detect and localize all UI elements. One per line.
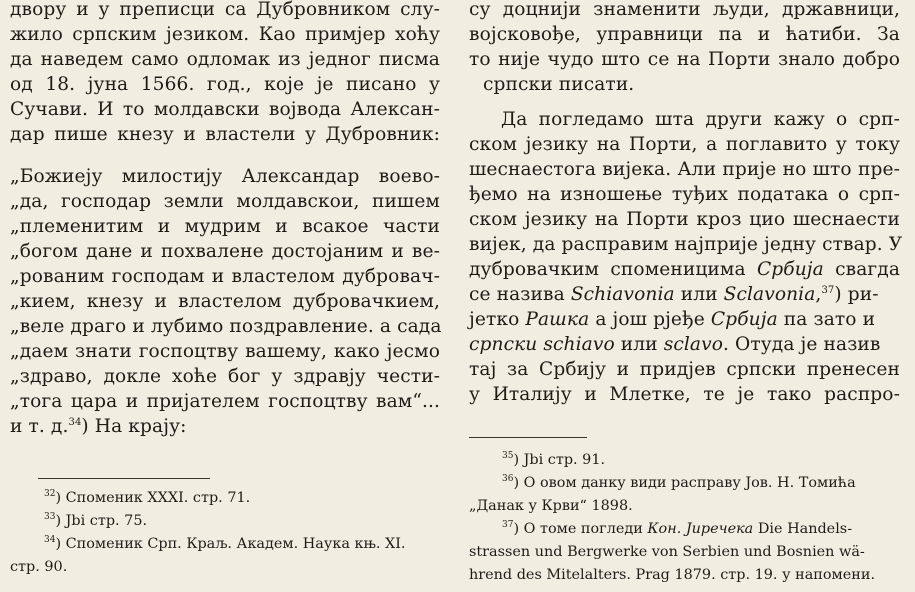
quote-line: „даем знати госпоцтву вашему, како јесмо [10,341,440,362]
body-line [469,282,900,307]
footnote-ref: 34 [68,417,82,428]
italic-term: Sclavonia [723,284,816,305]
body-line: у Италију и Млетке, те је тако распро- [469,384,900,405]
footnote-divider [38,478,210,479]
italic-term: Србија [756,259,824,280]
footnote-35 [502,450,900,470]
body-line: вијек, да расправим најприје једну ствар. У [469,234,903,255]
body-line: шеснаестога вијека. Али прије но што пре- [469,159,900,180]
footnote-37-cont: strassen und Bergwerke von Serbien und Bosnien wä- [469,544,865,560]
footnote-text: ) О овом данку види расправу Јов. Н. Томића [513,475,856,491]
italic-term: Schiavonia [570,284,675,305]
footnote-ref: 37 [821,285,835,296]
footnote-37 [502,519,900,539]
body-line [469,257,900,282]
body-line: двору и у преписци са Дубровником слу- [10,0,440,20]
text-run: па зато и [783,309,876,330]
body-line: то није чудо што се на Порти знало добро [469,49,900,70]
text-run: а још рјеђе [595,309,705,330]
body-line: тај за Србију и придјев српски пренесен [469,359,900,380]
footnote-text: ) Споменик Срп. Краљ. Академ. Наука књ. XI. [55,536,406,552]
footnote-number: 36 [502,474,514,484]
footnote-36 [502,473,900,493]
body-line: војсковође, управници па и ћатиби. За [469,24,900,45]
body-line: ском језику на Порти кроз цио шеснаести [469,209,900,230]
text-run: или [620,334,658,355]
text-run: или [680,284,718,305]
text-run: јетко [469,309,520,330]
body-line [469,332,900,357]
quote-line: „рованим господам и властелом дубровач- [10,266,440,287]
author-name: Кон. Јиречека [647,521,754,537]
body-line: ском језику на Порти, а поглавито у току [469,134,900,155]
footnote-33 [44,511,440,531]
quote-line: „племенитим и мудрим и всакое части [10,216,440,237]
italic-term: Рашка [525,309,590,330]
body-line: ђемо на изношење туђих података о срп- [469,184,900,205]
body-line: жило српским језиком. Као примјер хоћу [10,24,440,45]
quote-line: „кием, кнезу и властелом дубровачкием, [10,291,440,312]
footnote-32 [44,488,440,508]
footnote-text: Die Handels- [757,521,853,537]
body-line: Сучави. И то молдавски војвода Алексан- [10,99,440,120]
body-line: дар пише кнезу и властели у Дубровник: [10,124,440,145]
footnote-text: ) Jbi стр. 75. [55,513,148,529]
text-run: ) ри- [834,284,879,305]
end-text: ) На крају: [81,416,187,437]
footnote-37-cont: hrend des Mitelalters. Prag 1879. стр. 19. у напомени. [469,567,876,583]
footnote-number: 33 [44,512,56,522]
quote-line: „да, господар земли молдавскои, пишем [10,191,440,212]
footnote-number: 34 [44,535,56,545]
italic-term: sclavo [663,334,723,355]
body-line [469,307,900,332]
footnote-36-cont: „Данак у Крви“ 1898. [469,498,633,514]
italic-term: српски schiavo [469,334,615,355]
body-line: српски писати. [483,74,635,95]
quote-line: „веле драго и лубимо поздравление. а сада [10,316,442,337]
text-run: се назива [469,284,565,305]
body-line: да наведем само одломак из једног писма [10,49,440,70]
footnote-number: 35 [502,451,514,461]
footnote-text: ) Споменик XXXI. стр. 71. [55,490,251,506]
footnote-34-cont: стр. 90. [10,559,68,575]
footnote-number: 32 [44,489,56,499]
italic-term: Србија [710,309,778,330]
quote-line: „тога цара и пријателем госпоцтву вам“... [10,391,440,412]
paragraph-start: Да погледамо шта други кажу о срп- [501,109,900,130]
body-line: су доцнији знаменити људи, државници, [469,0,900,20]
etc-text: и т. д. [10,416,69,437]
quote-line: „Божиеју милостију Александар воево- [10,166,440,187]
text-run: , [815,284,822,305]
footnote-text: ) Jbi стр. 91. [513,452,606,468]
footnote-34 [44,534,440,554]
footnote-divider [469,437,587,438]
quote-line: „богом дане и похвалене достојаним и ве- [10,241,440,262]
footnote-text: ) О томе погледи [513,521,643,537]
quote-line: „здраво, докле хоће бог у здравју чести- [10,366,440,387]
quote-end-line [10,414,440,439]
body-line: од 18. јуна 1566. год., које је писано у [10,74,440,95]
text-run: свагда [835,259,900,280]
text-run: дубровачким споменицима [469,259,746,280]
text-run: . Отуда је назив [723,334,881,355]
footnote-number: 37 [502,520,514,530]
